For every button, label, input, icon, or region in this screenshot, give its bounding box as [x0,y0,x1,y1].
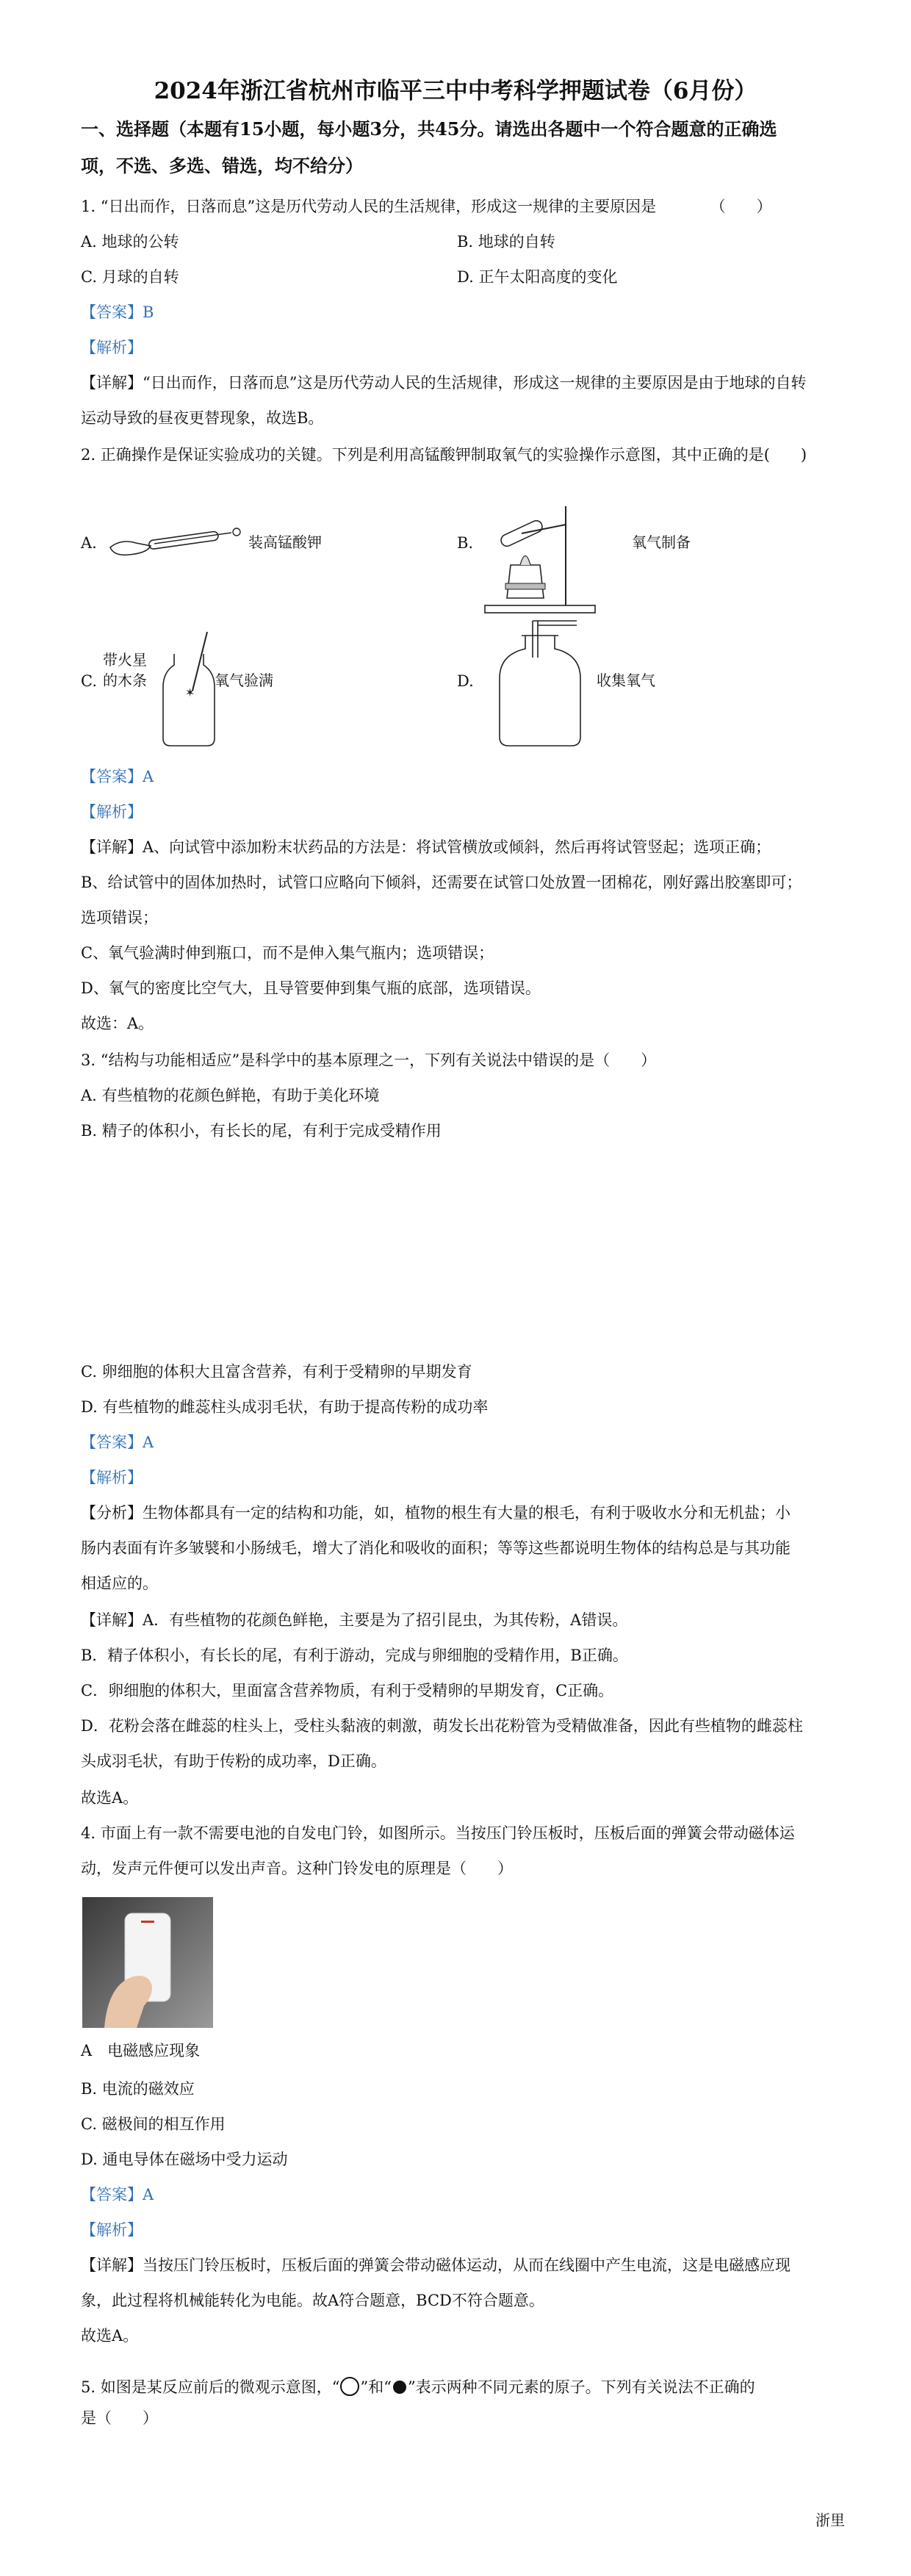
page-title: 2024年浙江省杭州市临平三中中考科学押题试卷（6月份） [154,78,757,104]
q1-detail-2: 运动导致的昼夜更替现象，故选B。 [81,409,324,427]
q4-analysis-label: 【解析】 [81,2221,143,2239]
q4-stem-2: 动，发声元件便可以发出声音。这种门铃发电的原理是（ ） [81,1860,513,1877]
q1-stem: 1. “日出而作，日落而息”这是历代劳动人民的生活规律，形成这一规律的主要原因是 （ ） [81,198,772,215]
q1-answer: 【答案】B [81,303,154,321]
q3-option-d: D. 有些植物的雌蕊柱头成羽毛状，有助于提高传粉的成功率 [81,1398,489,1416]
q3-analysis-2: 肠内表面有许多皱襞和小肠绒毛，增大了消化和吸收的面积；等等这些都说明生物体的结构总是与其功能 [81,1539,791,1557]
section-heading: 一、选择题（本题有15小题，每小题3分，共45分。请选出各题中一个符合题意的正确选 [81,118,777,140]
q3-option-b: B. 精子的体积小，有长长的尾，有利于完成受精作用 [81,1122,442,1140]
q5-stem [81,2372,755,2398]
q2-option-a-label: 装高锰酸钾 [248,533,322,551]
q3-analysis-1: 【分析】生物体都具有一定的结构和功能，如，植物的根生有大量的根毛，有利于吸收水分和无机盐；小 [81,1504,791,1522]
q3-detail-3: C．卵细胞的体积大，里面富含营养物质，有利于受精卵的早期发育，C正确。 [81,1682,614,1699]
q2-option-d-label: 收集氧气 [597,672,655,689]
page-footer: 浙里 [815,2511,845,2529]
q4-option-c: C. 磁极间的相互作用 [81,2115,226,2133]
q4-option-b: B. 电流的磁效应 [81,2080,195,2098]
q2-analysis-label: 【解析】 [81,803,143,821]
q4-answer: 【答案】A [81,2186,154,2203]
q3-stem: 3. “结构与功能相适应”是科学中的基本原理之一，下列有关说法中错误的是（ ） [81,1051,657,1069]
black-atom-icon [392,2379,408,2395]
q1-detail-1: 【详解】“日出而作，日落而息”这是历代劳动人民的生活规律，形成这一规律的主要原因是由于地球的自转 [81,374,807,392]
q4-detail-3: 故选A。 [81,2327,139,2345]
q2-option-a: A. [81,534,97,552]
q2-detail-5: D、氧气的密度比空气大，且导管要伸到集气瓶的底部，选项错误。 [81,979,541,997]
q4-stem-1: 4. 市面上有一款不需要电池的自发电门铃，如图所示。当按压门铃压板时，压板后面的弹簧会带动磁体运 [81,1824,795,1842]
q3-option-a: A. 有些植物的花颜色鲜艳，有助于美化环境 [81,1087,380,1104]
section-heading-cont: 项，不选、多选、错选，均不给分） [81,155,363,176]
q2-stem: 2. 正确操作是保证实验成功的关键。下列是利用高锰酸钾制取氧气的实验操作示意图，其中正确的是( ) [81,446,807,464]
oxygen-collection-figure [492,621,588,753]
q1-option-c: C. 月球的自转 [81,268,179,286]
q5-stem-2: 是（ ） [81,2409,158,2427]
q3-option-c: C. 卵细胞的体积大且富含营养，有利于受精卵的早期发育 [81,1363,472,1381]
q1-option-d: D. 正午太阳高度的变化 [457,268,618,286]
q2-option-b-label: 氧气制备 [632,533,691,551]
q2-detail-3: 选项错误； [81,909,158,927]
q2-option-c-label-3: 氧气验满 [215,672,273,689]
q2-option-c-label-2: 的木条 [103,672,147,689]
q3-detail-6: 故选A。 [81,1789,139,1807]
q3-detail-4: D．花粉会落在雌蕊的柱头上，受柱头黏液的刺激，萌发长出花粉管为受精做准备，因此有些植物的雌蕊柱 [81,1717,803,1735]
q2-answer: 【答案】A [81,768,154,785]
q5-stem-mid: ”和“ [360,2378,392,2396]
q2-detail-4: C、氧气验满时伸到瓶口，而不是伸入集气瓶内；选项错误； [81,944,494,962]
q3-analysis-3: 相适应的。 [81,1575,158,1592]
q2-detail-2: B、给试管中的固体加热时，试管口应略向下倾斜，还需要在试管口处放置一团棉花，刚好露出胶塞即可； [81,874,802,891]
q3-detail-5: 头成羽毛状，有助于传粉的成功率，D正确。 [81,1752,386,1770]
q4-option-a: A 电磁感应现象 [81,2042,201,2059]
q4-detail-2: 象，此过程将机械能转化为电能。故A符合题意，BCD不符合题意。 [81,2292,544,2309]
q5-stem-post: ”表示两种不同元素的原子。下列有关说法不正确的 [407,2378,755,2396]
q3-detail-1: 【详解】A．有些植物的花颜色鲜艳，主要是为了招引昆虫，为其传粉，A错误。 [81,1611,628,1629]
oxygen-preparation-figure [478,495,610,620]
add-powder-figure [103,514,250,566]
q1-option-a: A. 地球的公转 [81,233,179,251]
white-atom-icon [339,2376,360,2397]
svg-text:✶: ✶ [185,686,195,699]
q4-detail-1: 【详解】当按压门铃压板时，压板后面的弹簧会带动磁体运动，从而在线圈中产生电流，这是电磁感应现 [81,2256,791,2274]
q2-option-c-label-1: 带火星 [103,651,147,669]
q5-stem-pre: 5. 如图是某反应前后的微观示意图，“ [81,2378,340,2396]
q2-detail-6: 故选：A。 [81,1015,154,1032]
q2-detail-1: 【详解】A、向试管中添加粉末状药品的方法是：将试管横放或倾斜，然后再将试管竖起；选项正确； [81,838,771,856]
oxygen-test-figure [156,632,222,749]
q4-option-d: D. 通电导体在磁场中受力运动 [81,2151,288,2168]
q1-analysis-label: 【解析】 [81,339,143,356]
q2-option-d: D. [457,672,474,690]
q2-option-b: B. [457,534,474,552]
q3-detail-2: B．精子体积小，有长长的尾，有利于游动，完成与卵细胞的受精作用，B正确。 [81,1647,628,1664]
q1-option-b: B. 地球的自转 [457,233,555,251]
q3-analysis-label: 【解析】 [81,1469,143,1486]
q2-option-c: C. [81,672,97,690]
doorbell-photo [82,1897,213,2028]
q3-answer: 【答案】A [81,1433,154,1451]
